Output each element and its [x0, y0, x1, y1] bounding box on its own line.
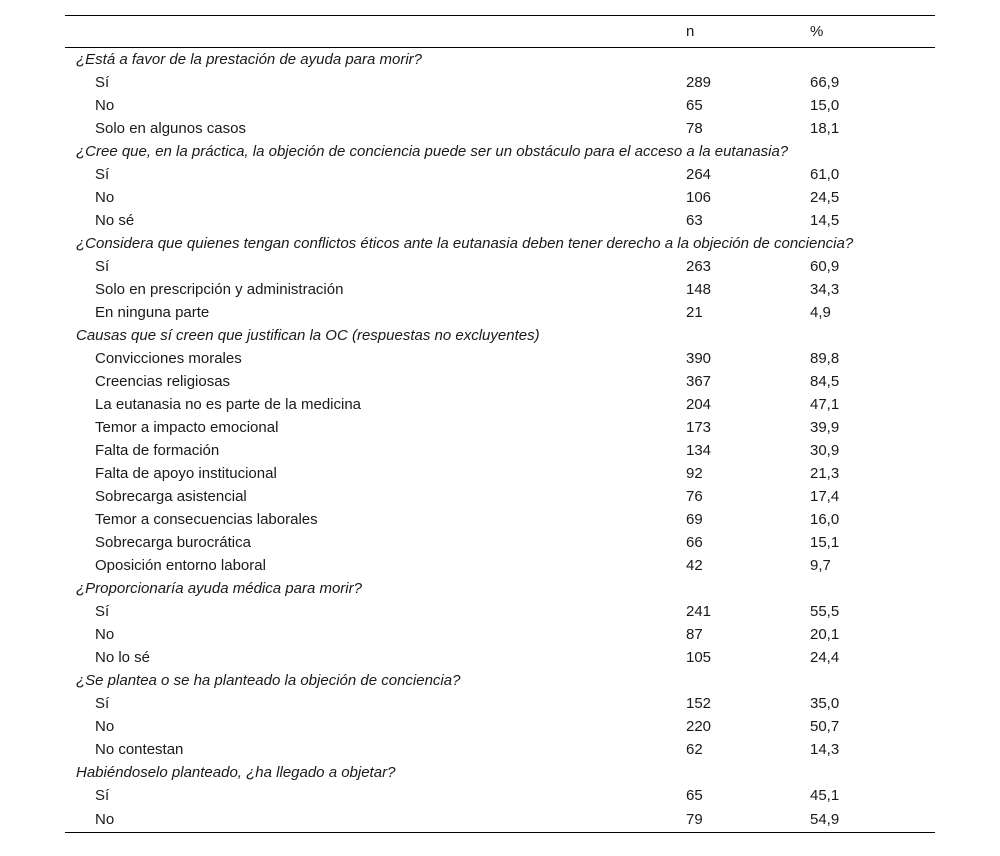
header-row [65, 16, 935, 48]
row-label: Oposición entorno laboral [95, 557, 266, 574]
table-row [65, 738, 935, 761]
row-count: 148 [686, 281, 712, 298]
row-label: Temor a impacto emocional [95, 419, 279, 436]
row-label: Falta de apoyo institucional [95, 465, 277, 482]
survey-results-table [65, 15, 935, 833]
section-title: ¿Está a favor de la prestación de ayuda para morir? [76, 51, 423, 68]
table-row [65, 784, 935, 807]
row-count: 65 [686, 787, 703, 804]
row-percent: 89,8 [810, 350, 840, 367]
table-row [65, 209, 935, 232]
row-label: Sobrecarga burocrática [95, 534, 251, 551]
row-count: 63 [686, 212, 703, 229]
row-percent: 17,4 [810, 488, 840, 505]
row-label: Solo en algunos casos [95, 120, 246, 137]
table-row [65, 347, 935, 370]
row-count: 173 [686, 419, 712, 436]
row-count: 264 [686, 166, 712, 183]
table-row [65, 715, 935, 738]
section-title-row [65, 48, 935, 72]
row-percent: 14,3 [810, 741, 840, 758]
row-percent: 16,0 [810, 511, 840, 528]
row-label: No contestan [95, 741, 184, 758]
row-count: 204 [686, 396, 712, 413]
row-count: 106 [686, 189, 712, 206]
row-count: 66 [686, 534, 703, 551]
row-count: 76 [686, 488, 703, 505]
section-title: ¿Proporcionaría ayuda médica para morir? [76, 580, 362, 597]
table-body [65, 48, 935, 833]
section-title: ¿Cree que, en la práctica, la objeción de conciencia puede ser un obstáculo para el acceso a la eutanasia? [76, 143, 789, 160]
row-count: 289 [686, 74, 712, 91]
row-percent: 15,1 [810, 534, 840, 551]
section-title-row [65, 761, 935, 784]
row-label: No [95, 626, 115, 643]
row-percent: 15,0 [810, 97, 840, 114]
row-percent: 21,3 [810, 465, 840, 482]
table-row [65, 71, 935, 94]
row-percent: 35,0 [810, 695, 840, 712]
row-percent: 24,5 [810, 189, 840, 206]
row-percent: 66,9 [810, 74, 840, 91]
table-row [65, 370, 935, 393]
row-label: No [95, 811, 115, 828]
row-percent: 18,1 [810, 120, 840, 137]
row-percent: 61,0 [810, 166, 840, 183]
row-percent: 4,9 [810, 304, 831, 321]
table-row [65, 623, 935, 646]
table-row [65, 554, 935, 577]
header-n: n [686, 23, 695, 40]
row-percent: 47,1 [810, 396, 840, 413]
row-label: Sí [95, 787, 110, 804]
row-count: 92 [686, 465, 703, 482]
survey-table-container [65, 15, 935, 833]
section-title-row [65, 232, 935, 255]
row-label: Sobrecarga asistencial [95, 488, 247, 505]
row-count: 42 [686, 557, 703, 574]
section-title-row [65, 140, 935, 163]
row-count: 220 [686, 718, 712, 735]
table-row [65, 508, 935, 531]
row-label: Falta de formación [95, 442, 220, 459]
row-count: 134 [686, 442, 712, 459]
row-label: No sé [95, 212, 135, 229]
row-label: Sí [95, 695, 110, 712]
row-percent: 34,3 [810, 281, 840, 298]
row-percent: 55,5 [810, 603, 840, 620]
row-count: 21 [686, 304, 703, 321]
section-title: Habiéndoselo planteado, ¿ha llegado a objetar? [76, 764, 396, 781]
row-count: 241 [686, 603, 712, 620]
table-row [65, 94, 935, 117]
table-row [65, 807, 935, 833]
row-count: 390 [686, 350, 712, 367]
section-title: Causas que sí creen que justifican la OC (respuestas no excluyentes) [76, 327, 540, 344]
row-label: Sí [95, 258, 110, 275]
section-title: ¿Considera que quienes tengan conflictos éticos ante la eutanasia deben tener derecho a la objeción de conciencia? [76, 235, 854, 252]
row-percent: 9,7 [810, 557, 831, 574]
row-count: 79 [686, 811, 703, 828]
section-title-row [65, 577, 935, 600]
row-label: La eutanasia no es parte de la medicina [95, 396, 362, 413]
row-count: 105 [686, 649, 712, 666]
row-percent: 54,9 [810, 811, 840, 828]
table-row [65, 485, 935, 508]
table-row [65, 692, 935, 715]
row-label: Sí [95, 74, 110, 91]
row-count: 87 [686, 626, 703, 643]
row-percent: 84,5 [810, 373, 840, 390]
section-title: ¿Se plantea o se ha planteado la objeción de conciencia? [76, 672, 461, 689]
row-label: No [95, 189, 115, 206]
header-label [65, 16, 675, 48]
table-row [65, 531, 935, 554]
row-count: 78 [686, 120, 703, 137]
row-count: 263 [686, 258, 712, 275]
row-count: 69 [686, 511, 703, 528]
row-percent: 45,1 [810, 787, 840, 804]
table-row [65, 393, 935, 416]
row-label: Convicciones morales [95, 350, 242, 367]
table-row [65, 600, 935, 623]
row-label: Sí [95, 603, 110, 620]
table-header [65, 16, 935, 48]
row-label: No [95, 718, 115, 735]
row-percent: 39,9 [810, 419, 840, 436]
table-row [65, 439, 935, 462]
table-row [65, 416, 935, 439]
row-count: 62 [686, 741, 703, 758]
row-percent: 24,4 [810, 649, 840, 666]
row-label: Temor a consecuencias laborales [95, 511, 318, 528]
table-row [65, 301, 935, 324]
table-row [65, 278, 935, 301]
row-percent: 60,9 [810, 258, 840, 275]
row-percent: 30,9 [810, 442, 840, 459]
header-percent: % [810, 23, 824, 40]
section-title-row [65, 669, 935, 692]
section-title-row [65, 324, 935, 347]
table-row [65, 163, 935, 186]
row-count: 65 [686, 97, 703, 114]
row-count: 152 [686, 695, 712, 712]
row-percent: 20,1 [810, 626, 840, 643]
row-label: En ninguna parte [95, 304, 210, 321]
table-row [65, 462, 935, 485]
row-count: 367 [686, 373, 712, 390]
row-label: Sí [95, 166, 110, 183]
row-label: Solo en prescripción y administración [95, 281, 344, 298]
row-percent: 14,5 [810, 212, 840, 229]
table-row [65, 117, 935, 140]
row-label: No lo sé [95, 649, 151, 666]
row-percent: 50,7 [810, 718, 840, 735]
row-label: No [95, 97, 115, 114]
table-row [65, 186, 935, 209]
row-label: Creencias religiosas [95, 373, 231, 390]
table-row [65, 646, 935, 669]
table-row [65, 255, 935, 278]
